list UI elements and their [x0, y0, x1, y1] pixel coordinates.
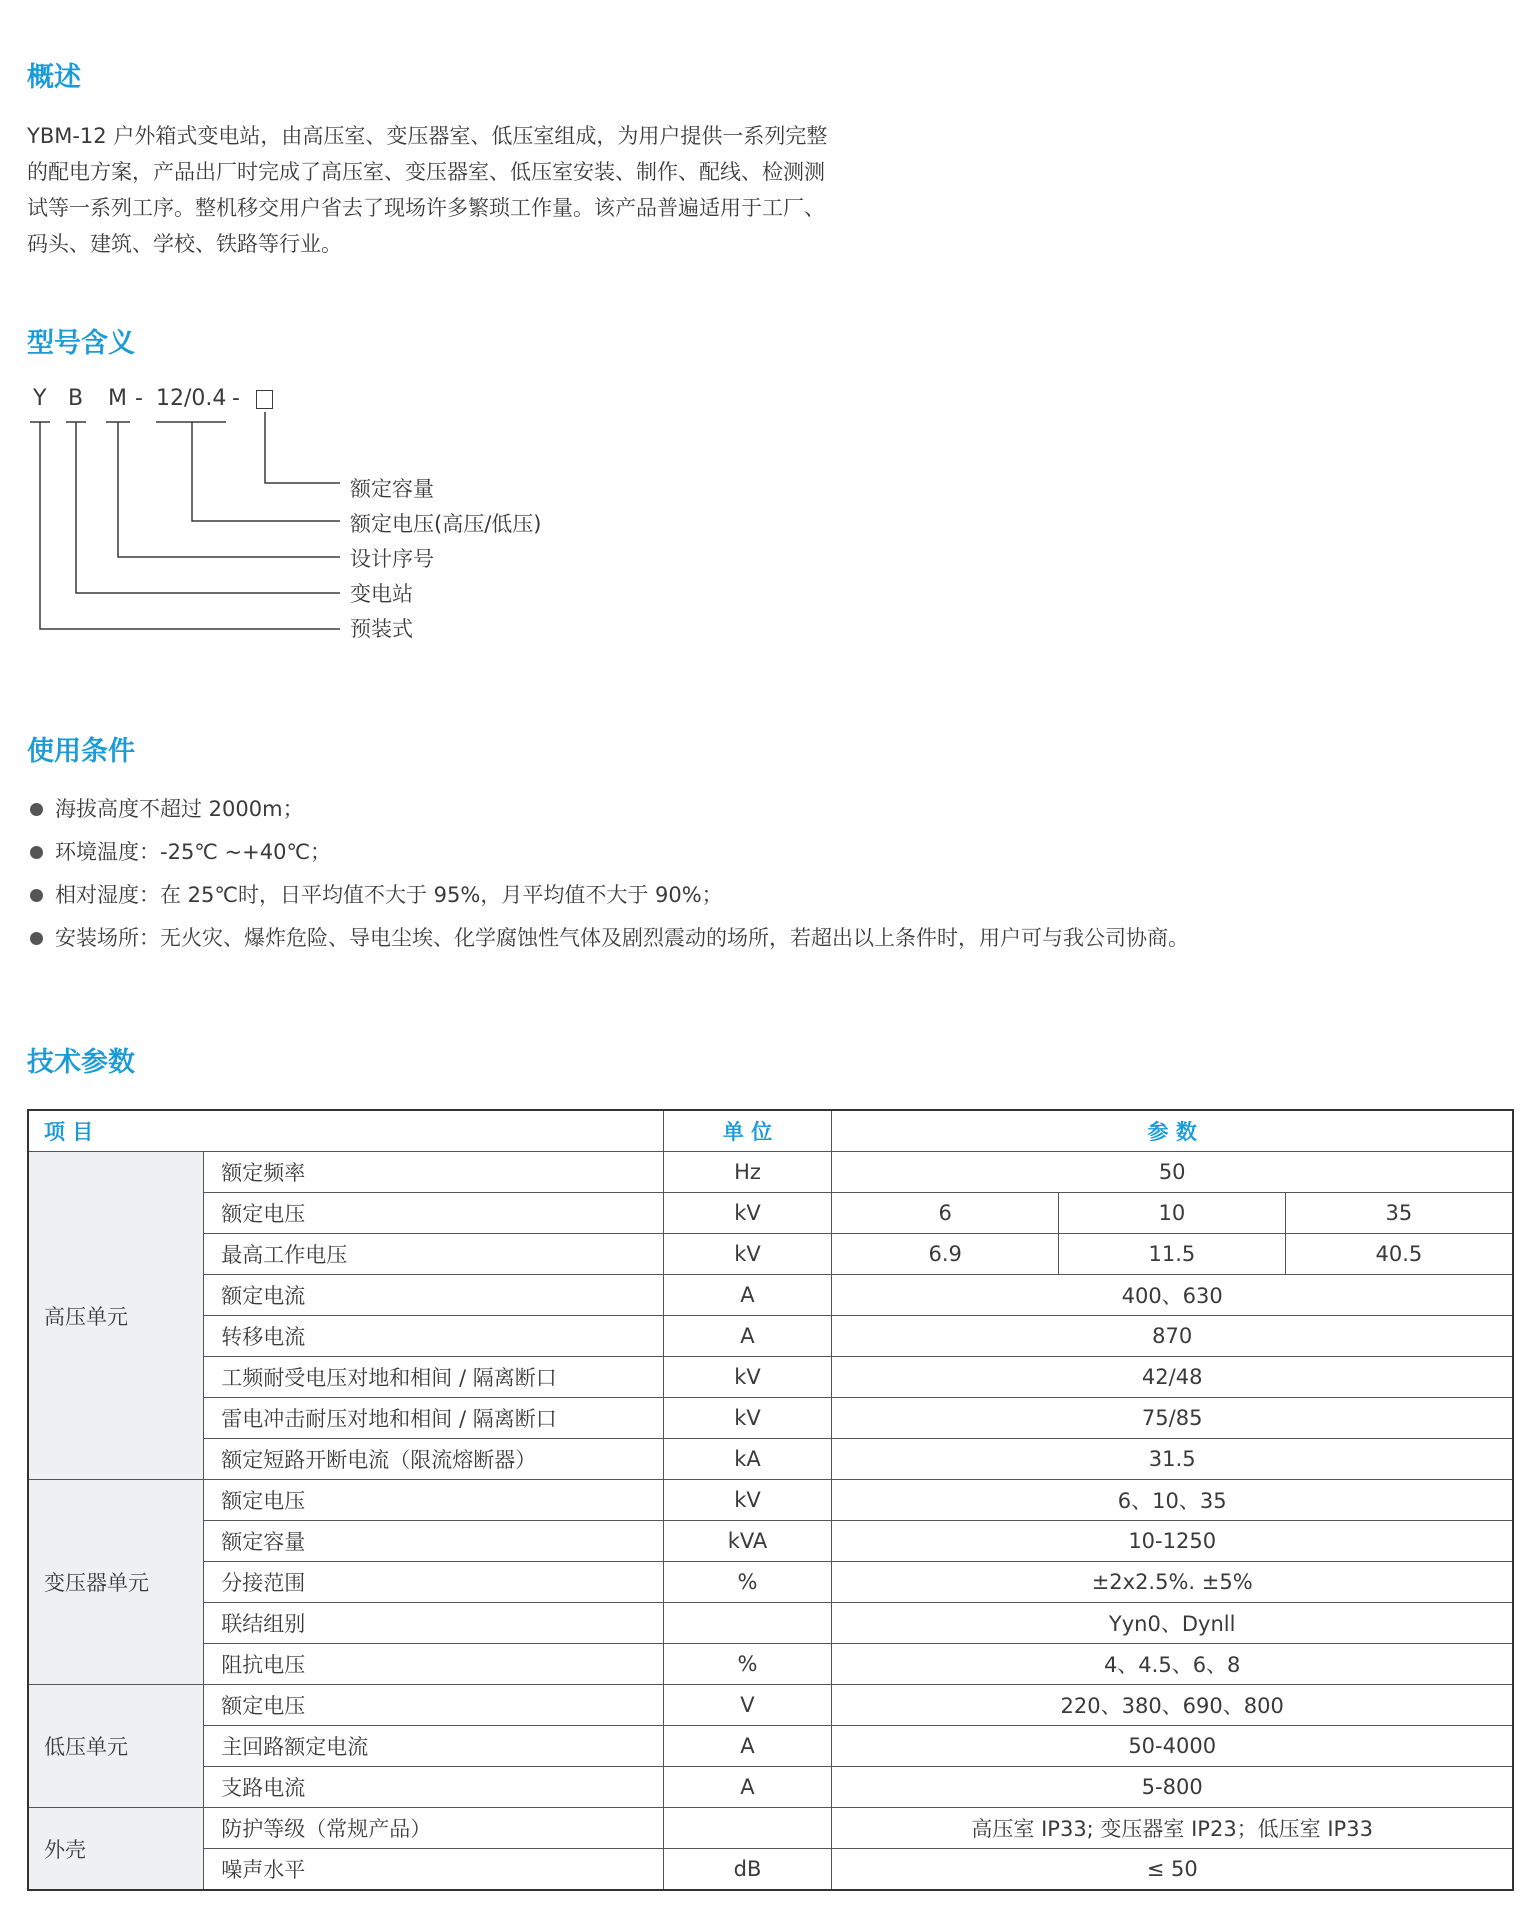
model-code-dash: - — [232, 386, 240, 411]
table-row: 外壳 防护等级（常规产品） 高压室 IP33; 变压器室 IP23；低压室 IP33 — [28, 1808, 1513, 1849]
table-row: 联结组别 Yyn0、Dynll — [28, 1603, 1513, 1644]
table-row: 额定电压 kV 6 10 35 — [28, 1193, 1513, 1234]
model-code-b: B — [68, 386, 84, 411]
model-label-capacity: 额定容量 — [350, 477, 434, 501]
overview-line: 试等一系列工序。整机移交用户省去了现场许多繁琐工作量。该产品普遍适用于工厂、 — [27, 196, 825, 220]
table-row: 分接范围 % ±2x2.5%. ±5% — [28, 1562, 1513, 1603]
list-item: 安装场所：无火灾、爆炸危险、导电尘埃、化学腐蚀性气体及剧烈震动的场所，若超出以上条件时，用户可与我公司协商。 — [27, 917, 1189, 960]
header-item: 项 目 — [28, 1110, 663, 1152]
table-row: 变压器单元 额定电压 kV 6、10、35 — [28, 1480, 1513, 1521]
table-row: 雷电冲击耐压对地和相间 / 隔离断口 kV 75/85 — [28, 1398, 1513, 1439]
model-code-placeholder-box — [256, 390, 273, 409]
overview-paragraph — [27, 118, 907, 262]
overview-heading: 概述 — [27, 62, 81, 93]
model-label-design-no: 设计序号 — [350, 547, 434, 571]
list-item: 相对湿度：在 25℃时，日平均值不大于 95%，月平均值不大于 90%； — [27, 874, 1189, 917]
model-code-rating: 12/0.4 — [156, 386, 227, 411]
model-code-y: Y — [33, 386, 47, 411]
connector-voltage — [192, 422, 340, 521]
header-unit: 单 位 — [663, 1110, 832, 1152]
params-heading: 技术参数 — [27, 1047, 135, 1078]
table-row: 额定短路开断电流（限流熔断器） kA 31.5 — [28, 1439, 1513, 1480]
model-label-voltage: 额定电压(高压/低压) — [350, 512, 542, 536]
connector-capacity — [265, 412, 340, 483]
bullet-icon — [30, 846, 43, 859]
table-header-row — [28, 1110, 1513, 1152]
table-row: 阻抗电压 % 4、4.5、6、8 — [28, 1644, 1513, 1685]
params-table — [27, 1109, 1514, 1891]
model-code-dash: - — [135, 386, 143, 411]
group-transformer: 变压器单元 — [28, 1480, 204, 1685]
overview-line: YBM-12 户外箱式变电站，由高压室、变压器室、低压室组成，为用户提供一系列完整 — [27, 124, 828, 148]
group-shell: 外壳 — [28, 1808, 204, 1891]
table-row: 低压单元 额定电压 V 220、380、690、800 — [28, 1685, 1513, 1726]
header-value: 参 数 — [832, 1110, 1513, 1152]
table-row: 工频耐受电压对地和相间 / 隔离断口 kV 42/48 — [28, 1357, 1513, 1398]
table-row: 转移电流 A 870 — [28, 1316, 1513, 1357]
conditions-heading: 使用条件 — [27, 736, 135, 767]
list-item: 海拔高度不超过 2000m； — [27, 788, 1189, 831]
bullet-icon — [30, 803, 43, 816]
table-row: 额定容量 kVA 10-1250 — [28, 1521, 1513, 1562]
bullet-icon — [30, 932, 43, 945]
table-row: 支路电流 A 5-800 — [28, 1767, 1513, 1808]
group-hv: 高压单元 — [28, 1152, 204, 1480]
table-row: 噪声水平 dB ≤ 50 — [28, 1849, 1513, 1891]
model-label-prefab: 预装式 — [350, 617, 413, 641]
model-heading: 型号含义 — [27, 328, 135, 359]
connector-design — [118, 422, 340, 557]
overview-line: 码头、建筑、学校、铁路等行业。 — [27, 232, 342, 256]
model-code-m: M — [108, 386, 127, 411]
table-row: 额定电流 A 400、630 — [28, 1275, 1513, 1316]
connector-prefab — [40, 422, 340, 629]
list-item: 环境温度：-25℃ ~+40℃； — [27, 831, 1189, 874]
table-row: 高压单元 额定频率 Hz 50 — [28, 1152, 1513, 1193]
group-lv: 低压单元 — [28, 1685, 204, 1808]
connector-substation — [76, 422, 340, 593]
conditions-list — [27, 788, 1189, 960]
overview-line: 的配电方案，产品出厂时完成了高压室、变压器室、低压室安装、制作、配线、检测测 — [27, 160, 825, 184]
model-label-substation: 变电站 — [350, 582, 413, 606]
table-row: 主回路额定电流 A 50-4000 — [28, 1726, 1513, 1767]
bullet-icon — [30, 889, 43, 902]
table-row: 最高工作电压 kV 6.9 11.5 40.5 — [28, 1234, 1513, 1275]
